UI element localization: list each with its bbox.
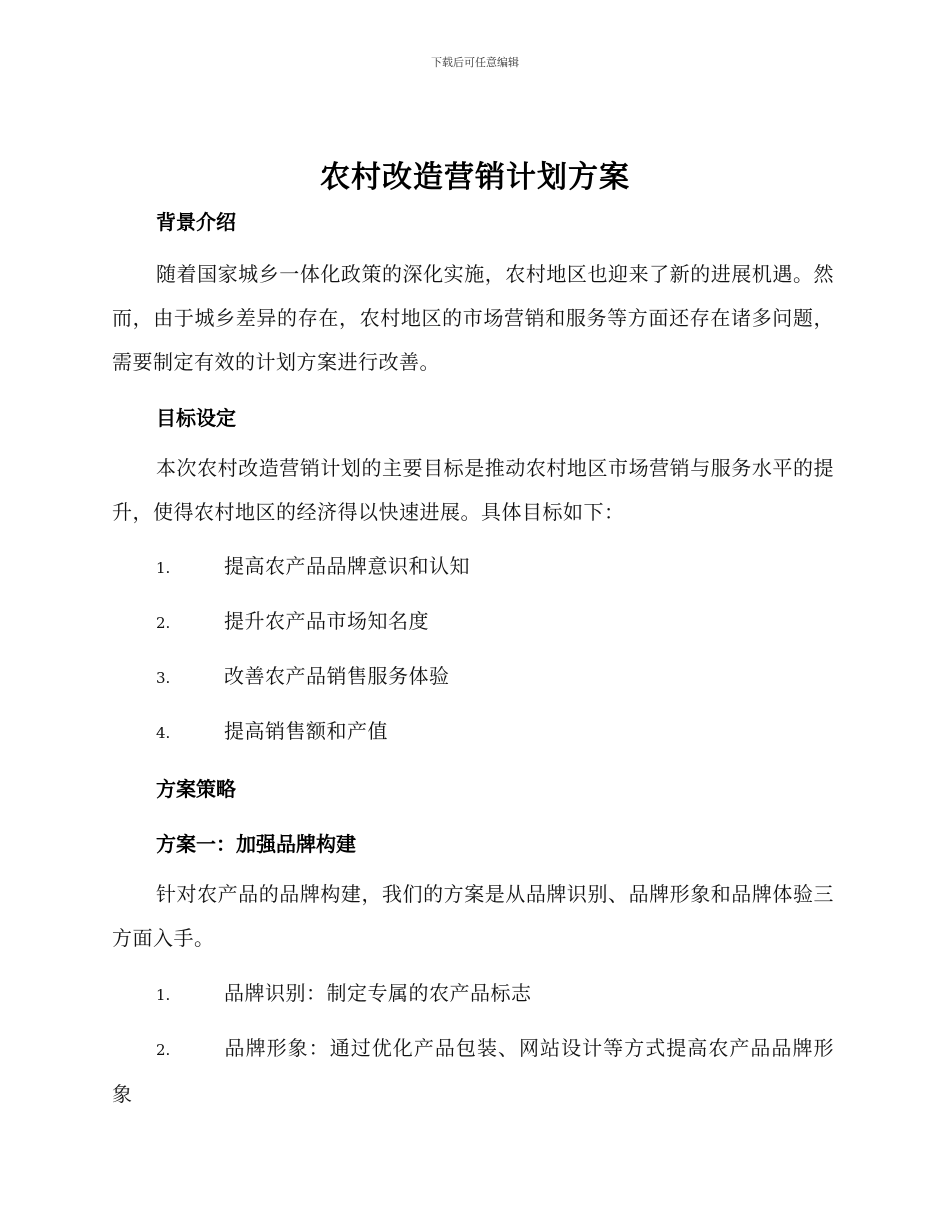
goal-list-item [156,544,834,590]
list-text: 提升农产品市场知名度 [224,609,429,633]
list-number: 2. [156,614,171,632]
section-heading-background: 背景介绍 [156,210,236,234]
goal-list-item [156,709,834,755]
section-heading-strategy: 方案策略 [156,777,236,801]
plan1-list-item [112,1026,834,1116]
list-number: 3. [156,669,171,687]
plan1-paragraph: 针对农产品的品牌构建，我们的方案是从品牌识别、品牌形象和品牌体验三方面入手。 [112,882,834,950]
plan1-list-item [156,971,834,1017]
list-text: 品牌识别：制定专属的农产品标志 [224,981,532,1005]
list-number: 4. [156,724,171,742]
goal-list-item [156,599,834,645]
list-number: 2. [156,1041,171,1059]
list-text: 改善农产品销售服务体验 [224,664,450,688]
document-title: 农村改造营销计划方案 [320,160,630,195]
list-text: 提高农产品品牌意识和认知 [224,554,470,578]
section-heading-goals: 目标设定 [156,406,236,430]
header-note: 下载后可任意编辑 [431,56,519,69]
list-text: 品牌形象：通过优化产品包装、网站设计等方式提高农产品品牌形象 [112,1036,834,1106]
list-number: 1. [156,986,171,1004]
goals-paragraph: 本次农村改造营销计划的主要目标是推动农村地区市场营销与服务水平的提升，使得农村地区的经济得以快速进展。具体目标如下： [112,456,834,524]
list-text: 提高销售额和产值 [224,719,388,743]
goal-list-item [156,654,834,700]
background-paragraph: 随着国家城乡一体化政策的深化实施，农村地区也迎来了新的进展机遇。然而，由于城乡差异的存在，农村地区的市场营销和服务等方面还存在诸多问题，需要制定有效的计划方案进行改善。 [112,262,834,374]
list-number: 1. [156,559,171,577]
subsection-heading-plan1: 方案一：加强品牌构建 [156,832,356,856]
